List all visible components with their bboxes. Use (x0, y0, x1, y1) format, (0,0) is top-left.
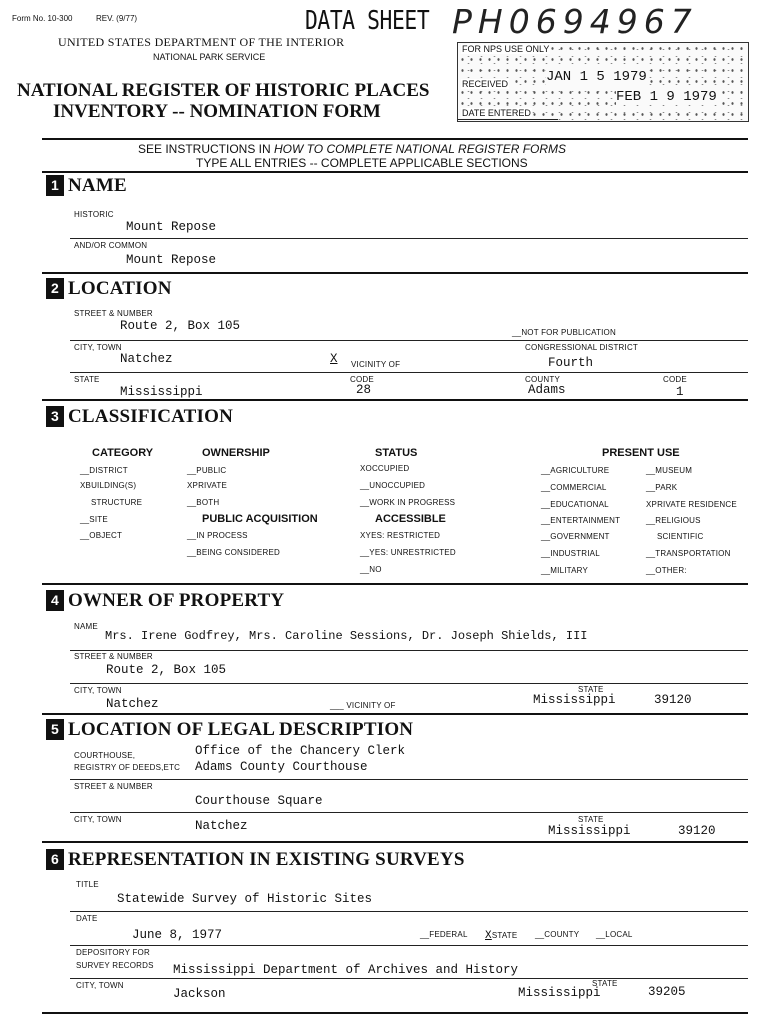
section-5-heading: 5 LOCATION OF LEGAL DESCRIPTION (46, 719, 413, 741)
category-object: __OBJECT (80, 531, 123, 540)
common-label: AND/OR COMMON (74, 241, 148, 250)
owner-street-label: STREET & NUMBER (74, 652, 153, 661)
depository-label-1: DEPOSITORY FOR (76, 948, 150, 957)
use-scientific: SCIENTIFIC (657, 532, 704, 541)
ownership-heading: OWNERSHIP (202, 447, 270, 459)
category-heading: CATEGORY (92, 447, 154, 459)
public-acquisition-heading: PUBLIC ACQUISITION (202, 513, 318, 525)
divider (42, 583, 748, 585)
owner-city-label: CITY, TOWN (74, 686, 122, 695)
divider (70, 683, 748, 684)
use-government: __GOVERNMENT (541, 532, 610, 541)
registry-label: REGISTRY OF DEEDS,ETC (74, 763, 181, 772)
section-3-heading: 3 CLASSIFICATION (46, 406, 233, 428)
divider (42, 713, 748, 715)
legal-street-value: Courthouse Square (195, 794, 323, 808)
legal-state-value: Mississippi (548, 824, 631, 838)
depository-state-value: Mississippi (518, 986, 601, 1000)
status-heading: STATUS (375, 447, 418, 459)
present-use-heading: PRESENT USE (602, 447, 680, 459)
use-private-residence: XPRIVATE RESIDENCE (646, 500, 737, 509)
use-museum: __MUSEUM (646, 466, 693, 475)
instructions-line1: SEE INSTRUCTIONS IN HOW TO COMPLETE NATIONAL REGISTER FORMS (138, 142, 567, 156)
use-park: __PARK (646, 483, 678, 492)
county-label: COUNTY (525, 375, 560, 384)
legal-street-label: STREET & NUMBER (74, 782, 153, 791)
depository-value: Mississippi Department of Archives and History (173, 963, 519, 977)
form-number: Form No. 10-300 (12, 14, 73, 23)
state-label: STATE (74, 375, 100, 384)
courthouse-label: COURTHOUSE, (74, 751, 136, 760)
street-value: Route 2, Box 105 (120, 319, 241, 333)
legal-city-label: CITY, TOWN (74, 815, 122, 824)
form-title-line2: INVENTORY -- NOMINATION FORM (53, 101, 381, 122)
divider (70, 812, 748, 813)
service-line: NATIONAL PARK SERVICE (153, 52, 266, 62)
city-label: CITY, TOWN (74, 343, 122, 352)
section-1-heading: 1 NAME (46, 175, 127, 197)
registry-value: Adams County Courthouse (195, 760, 368, 774)
use-military: __MILITARY (541, 566, 589, 575)
legal-city-value: Natchez (195, 819, 248, 833)
street-label: STREET & NUMBER (74, 309, 153, 318)
historic-label: HISTORIC (74, 210, 114, 219)
status-work-in-progress: __WORK IN PROGRESS (360, 498, 456, 507)
historic-name-value: Mount Repose (126, 220, 217, 234)
use-industrial: __INDUSTRIAL (541, 549, 600, 558)
divider (70, 779, 748, 780)
vicinity-label: VICINITY OF (351, 360, 401, 369)
level-county: __COUNTY (535, 930, 580, 939)
divider (458, 119, 558, 120)
divider (42, 171, 748, 173)
divider (70, 650, 748, 651)
form-revision: REV. (9/77) (96, 14, 138, 23)
accessible-unrestricted: __YES: UNRESTRICTED (360, 548, 456, 557)
category-buildings: XBUILDING(S) (80, 481, 137, 490)
legal-state-label: STATE (578, 815, 604, 824)
owner-name-label: NAME (74, 622, 98, 631)
divider (42, 399, 748, 401)
owner-city-value: Natchez (106, 697, 159, 711)
common-name-value: Mount Repose (126, 253, 217, 267)
owner-zip: 39120 (654, 693, 692, 707)
received-label: RECEIVED (462, 79, 509, 89)
status-unoccupied: __UNOCCUPIED (360, 481, 426, 490)
divider (42, 272, 748, 274)
use-educational: __EDUCATIONAL (541, 500, 609, 509)
divider (70, 372, 748, 373)
divider (70, 238, 748, 239)
level-state: XSTATE (485, 930, 518, 942)
acquisition-being-considered: __BEING CONSIDERED (187, 548, 280, 557)
section-2-heading: 2 LOCATION (46, 278, 172, 300)
depository-city-value: Jackson (173, 987, 226, 1001)
use-commercial: __COMMERCIAL (541, 483, 607, 492)
ownership-public: __PUBLIC (187, 466, 227, 475)
instructions-line2: TYPE ALL ENTRIES -- COMPLETE APPLICABLE SECTIONS (196, 156, 528, 170)
accessible-no: __NO (360, 565, 382, 574)
divider (70, 978, 748, 979)
date-entered-stamp: FEB 1 9 1979 (616, 89, 717, 105)
owner-state-value: Mississippi (533, 693, 616, 707)
category-site: __SITE (80, 515, 108, 524)
use-agriculture: __AGRICULTURE (541, 466, 610, 475)
depository-label-2: SURVEY RECORDS (76, 961, 154, 970)
use-religious: __RELIGIOUS (646, 516, 701, 525)
department-line: UNITED STATES DEPARTMENT OF THE INTERIOR (58, 35, 345, 49)
city-value: Natchez (120, 352, 173, 366)
divider (70, 340, 748, 341)
data-sheet-label: DATA SHEET (305, 6, 430, 36)
county-value: Adams (528, 383, 566, 397)
code-value: 28 (356, 383, 372, 397)
level-federal: __FEDERAL (420, 930, 468, 939)
category-district: __DISTRICT (80, 466, 128, 475)
use-transportation: __TRANSPORTATION (646, 549, 731, 558)
nps-use-only-box (457, 42, 749, 122)
use-other: __OTHER: (646, 566, 687, 575)
category-structure: STRUCTURE (91, 498, 143, 507)
received-stamp-date: JAN 1 5 1979 (546, 69, 647, 85)
divider (42, 1012, 748, 1014)
code-label: CODE (350, 375, 374, 384)
level-local: __LOCAL (596, 930, 633, 939)
owner-vicinity-label: ___ VICINITY OF (330, 701, 396, 710)
use-entertainment: __ENTERTAINMENT (541, 516, 621, 525)
code2-value: 1 (676, 385, 684, 399)
handwritten-reference-number: PH0694967 (452, 2, 698, 41)
ownership-both: __BOTH (187, 498, 220, 507)
courthouse-value: Office of the Chancery Clerk (195, 744, 406, 758)
owner-state-label: STATE (578, 685, 604, 694)
depository-state-label: STATE (592, 979, 618, 988)
accessible-heading: ACCESSIBLE (375, 513, 446, 525)
divider (70, 911, 748, 912)
form-title-line1: NATIONAL REGISTER OF HISTORIC PLACES (17, 80, 430, 101)
section-6-heading: 6 REPRESENTATION IN EXISTING SURVEYS (46, 849, 465, 871)
depository-zip: 39205 (648, 985, 686, 999)
survey-title-label: TITLE (76, 880, 99, 889)
ownership-private: XPRIVATE (187, 481, 227, 490)
section-4-heading: 4 OWNER OF PROPERTY (46, 590, 284, 612)
survey-date-label: DATE (76, 914, 98, 923)
accessible-restricted: XYES: RESTRICTED (360, 531, 441, 540)
depository-city-label: CITY, TOWN (76, 981, 124, 990)
status-occupied: XOCCUPIED (360, 464, 410, 473)
nps-use-only-label: FOR NPS USE ONLY (462, 44, 550, 54)
legal-zip: 39120 (678, 824, 716, 838)
not-for-publication: __NOT FOR PUBLICATION (512, 328, 616, 337)
owner-name-value: Mrs. Irene Godfrey, Mrs. Caroline Sessions, Dr. Joseph Shields, III (105, 629, 588, 643)
state-value: Mississippi (120, 385, 203, 399)
divider (70, 945, 748, 946)
survey-date-value: June 8, 1977 (132, 928, 223, 942)
date-entered-label: DATE ENTERED (462, 108, 531, 118)
survey-title-value: Statewide Survey of Historic Sites (117, 892, 373, 906)
acquisition-in-process: __IN PROCESS (187, 531, 248, 540)
congressional-district-label: CONGRESSIONAL DISTRICT (525, 343, 639, 352)
vicinity-check: X (330, 352, 338, 366)
divider (42, 841, 748, 843)
owner-street-value: Route 2, Box 105 (106, 663, 227, 677)
code2-label: CODE (663, 375, 687, 384)
congressional-district-value: Fourth (548, 356, 594, 370)
divider (42, 138, 748, 140)
